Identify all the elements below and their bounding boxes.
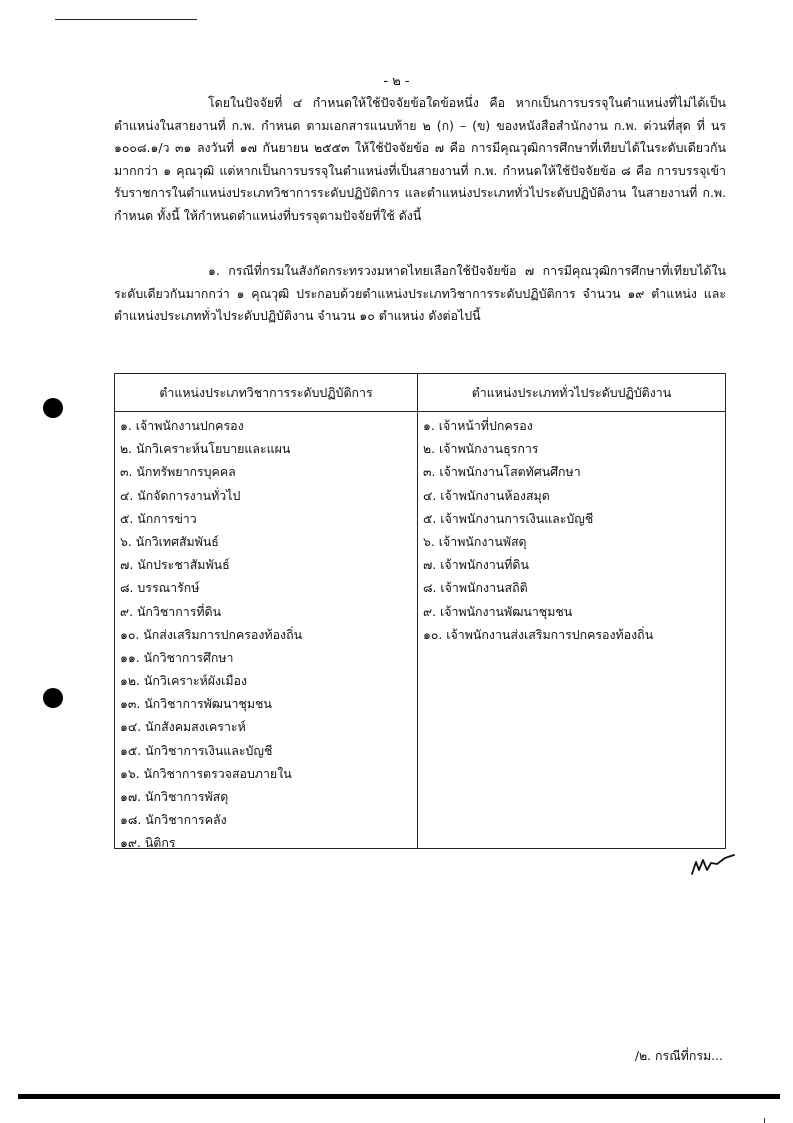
list-item: ๒. นักวิเคราะห์นโยบายและแผน [120, 441, 291, 457]
academic-positions-list [120, 414, 410, 855]
list-item: ๑๒. นักวิเคราะห์ผังเมือง [120, 673, 248, 689]
list-item: ๑๘. นักวิชาการคลัง [120, 812, 227, 828]
header-divider [115, 411, 725, 412]
list-item: ๙. นักวิชาการที่ดิน [120, 603, 222, 619]
continuation-marker: /๒. กรณีที่กรม... [634, 1048, 723, 1063]
punch-hole [43, 398, 63, 418]
scan-mark [764, 1118, 765, 1123]
list-item: ๗. นักประชาสัมพันธ์ [120, 557, 230, 573]
list-item: ๑๓. นักวิชาการพัฒนาชุมชน [120, 696, 272, 712]
general-positions-list [423, 414, 723, 646]
list-item: ๕. เจ้าพนักงานการเงินและบัญชี [423, 510, 594, 526]
column-divider [417, 374, 418, 848]
list-item: ๒. เจ้าพนักงานธุรการ [423, 441, 539, 457]
list-item: ๑๖. นักวิชาการตรวจสอบภายใน [120, 765, 292, 781]
list-item: ๑๙. นิติกร [120, 835, 176, 851]
list-item: ๑๔. นักสังคมสงเคราะห์ [120, 719, 246, 735]
list-item: ๑๕. นักวิชาการเงินและบัญชี [120, 742, 273, 758]
list-item: ๖. นักวิเทศสัมพันธ์ [120, 533, 219, 549]
right-column-header: ตำแหน่งประเภททั่วไประดับปฏิบัติงาน [471, 385, 672, 400]
left-column-header: ตำแหน่งประเภทวิชาการระดับปฏิบัติการ [159, 385, 373, 400]
punch-hole [43, 688, 63, 708]
list-item: ๑๐. นักส่งเสริมการปกครองท้องถิ่น [120, 626, 303, 642]
list-item: ๑๑. นักวิชาการศึกษา [120, 649, 234, 665]
list-item: ๓. เจ้าพนักงานโสตทัศนศึกษา [423, 464, 581, 480]
top-rule [55, 19, 197, 20]
list-item: ๗. เจ้าพนักงานที่ดิน [423, 557, 529, 573]
intro-paragraph: โดยในปัจจัยที่ ๔ กำหนดให้ใช้ปัจจัยข้อใดข้อหนึ่ง คือ หากเป็นการบรรจุในตำแหน่งที่ไม่ได้เป็นตำแหน่งในสายงานที่ ก.พ. กำหนด ตามเอกสารแนบท้าย ๒ (ก) – (ข) ของหนังสือสำนักงาน ก.พ. ด่วนที่สุด ที่ นร ๑๐๐๘.๑/ว ๓๑ ลงวันที่ ๑๗ กันยายน ๒๕๕๓ ให้ใช้ปัจจัยข้อ ๗ คือ การมีคุณวุฒิการศึกษาที่เทียบได้ในระดับเดียวกันมากกว่า ๑ คุณวุฒิ แต่หากเป็นการบรรจุในตำแหน่งที่เป็นสายงานที่ ก.พ. กำหนดให้ใช้ปัจจัยข้อ ๘ คือ การบรรจุเข้ารับราชการในตำแหน่งประเภทวิชาการระดับปฏิบัติการ และตำแหน่งประเภททั่วไประดับปฏิบัติงาน ในสายงานที่ ก.พ. กำหนด ทั้งนี้ ให้กำหนดตำแหน่งที่บรรจุตามปัจจัยที่ใช้ ดังนี้ [114, 95, 726, 223]
bottom-rule [18, 1094, 780, 1099]
case1-paragraph: ๑. กรณีที่กรมในสังกัดกระทรวงมหาดไทยเลือกใช้ปัจจัยข้อ ๗ การมีคุณวุฒิการศึกษาที่เทียบได้ในระดับเดียวกันมากกว่า ๑ คุณวุฒิ ประกอบด้วยตำแหน่งประเภทวิชาการระดับปฏิบัติการ จำนวน ๑๙ ตำแหน่ง และตำแหน่งประเภททั่วไประดับปฏิบัติงาน จำนวน ๑๐ ตำแหน่ง ดังต่อไปนี้ [114, 263, 726, 324]
list-item: ๔. นักจัดการงานทั่วไป [120, 487, 241, 503]
page-number: - ๒ - [383, 74, 410, 89]
list-item: ๘. เจ้าพนักงานสถิติ [423, 580, 528, 596]
list-item: ๑. เจ้าพนักงานปกครอง [120, 418, 244, 433]
list-item: ๔. เจ้าพนักงานห้องสมุด [423, 487, 550, 503]
list-item: ๙. เจ้าพนักงานพัฒนาชุมชน [423, 603, 573, 619]
list-item: ๕. นักการข่าว [120, 510, 197, 526]
list-item: ๖. เจ้าพนักงานพัสดุ [423, 533, 527, 549]
list-item: ๑๐. เจ้าพนักงานส่งเสริมการปกครองท้องถิ่น [423, 626, 654, 642]
list-item: ๑. เจ้าหน้าที่ปกครอง [423, 418, 533, 433]
list-item: ๘. บรรณารักษ์ [120, 580, 200, 596]
positions-table [114, 373, 726, 849]
list-item: ๑๗. นักวิชาการพัสดุ [120, 789, 229, 804]
list-item: ๓. นักทรัพยากรบุคคล [120, 464, 236, 480]
initials-signature [688, 848, 738, 878]
